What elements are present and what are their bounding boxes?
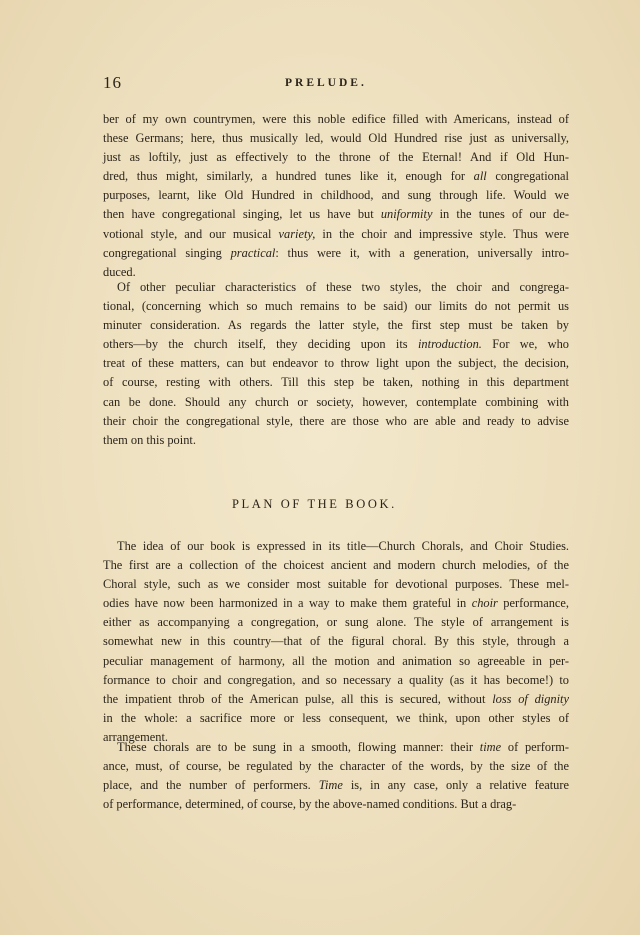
running-head: PRELUDE. (285, 77, 367, 89)
text-line: these Germans; here, thus musically led, would Old Hundred rise just as universally, (103, 131, 569, 146)
text-line: their choir the congregational style, there are those who are able and ready to advise (103, 413, 569, 428)
text-line: somewhat new in this country—that of the figural choral. By this style, through a (103, 634, 569, 649)
section-title: PLAN OF THE BOOK. (232, 497, 397, 511)
paragraph-1 (103, 110, 569, 282)
text-line: ance, must, of course, be regulated by the character of the words, by the size of the (103, 759, 569, 774)
text-line: duced. (103, 264, 136, 279)
text-line: of performance, determined, of course, by the above-named conditions. But a drag- (103, 797, 517, 812)
text-line: arrangement. (103, 729, 169, 744)
text-line: then have congregational singing, let us have but uniformity in the tunes of our de- (103, 207, 569, 222)
text-line: place, and the number of performers. Time is, in any case, only a relative feature (103, 778, 569, 793)
text-line: formance to choir and congregation, and so necessary a quality (as it has become!) to (103, 672, 569, 687)
text-line: tional, (concerning which so much remains to be said) our limits do not permit us (103, 299, 569, 314)
page-number: 16 (103, 73, 122, 92)
text-line: Choral style, such as we consider most suitable for devotional purposes. These mel- (103, 577, 569, 592)
text-line: odies have now been harmonized in a way to make them grateful in choir performance, (103, 596, 569, 611)
text-line: minuter consideration. As regards the latter style, the first step must be taken by (103, 318, 569, 333)
text-line: in the whole: a sacrifice more or less consequent, we think, upon other styles of (103, 710, 569, 725)
text-line: votional style, and our musical variety, in the choir and impressive style. Thus were (103, 226, 570, 241)
text-line: ber of my own countrymen, were this noble edifice filled with Americans, instead of (103, 112, 569, 126)
paragraph-2 (103, 278, 569, 450)
text-line: can be done. Should any church or society, however, contemplate combining with (103, 394, 569, 409)
text-line: just as loftily, just as effectively to the throne of the Eternal! And if Old Hun- (103, 150, 569, 165)
text-line: purposes, learnt, like Old Hundred in childhood, and sung through life. Would we (103, 188, 569, 203)
text-line: either as accompanying a congregation, or sung alone. The style of arrangement is (103, 615, 569, 630)
text-line: treat of these matters, can but endeavor to throw light upon the subject, the decision, (103, 356, 569, 371)
text-line: The idea of our book is expressed in its title—Church Chorals, and Choir Studies. (117, 539, 569, 553)
paragraph-4 (103, 738, 569, 814)
text-line: The first are a collection of the choicest ancient and modern church melodies, of the (103, 558, 569, 573)
text-line: Of other peculiar characteristics of these two styles, the choir and congrega- (117, 280, 569, 294)
text-line: dred, thus might, similarly, a hundred tunes like it, enough for all congregational (103, 169, 569, 184)
text-line: them on this point. (103, 432, 196, 447)
text-line: peculiar management of harmony, all the motion and animation so agreeable in per- (103, 653, 569, 668)
paragraph-3 (103, 537, 569, 747)
text-line: congregational singing practical: thus were it, with a generation, universally intro- (103, 245, 569, 260)
text-line: of course, resting with others. Till this step be taken, nothing in this department (103, 375, 569, 390)
text-line: the impatient throb of the American pulse, all this is secured, without loss of dignity (103, 691, 569, 706)
text-line: These chorals are to be sung in a smooth, flowing manner: their time of perform- (117, 740, 569, 754)
text-line: others—by the church itself, they deciding upon its introduction. For we, who (103, 337, 570, 352)
